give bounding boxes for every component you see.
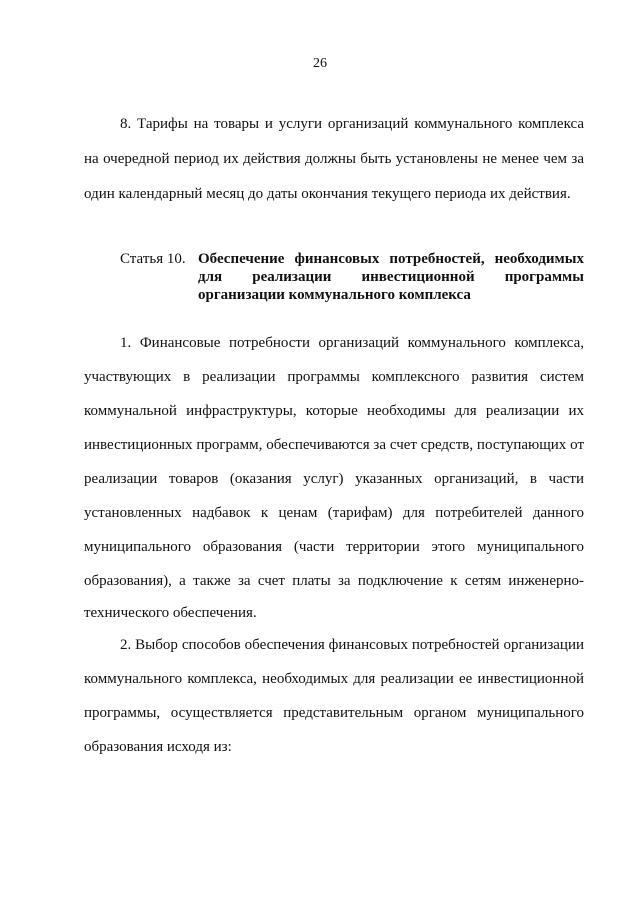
section-8-line: 8. Тарифы на товары и услуги организаций коммунального комплекса [120, 116, 584, 132]
paragraph-1-line: реализации товаров (оказания услуг) указанных организаций, в части [84, 471, 584, 487]
paragraph-1-line: участвующих в реализации программы комплексного развития систем [84, 369, 584, 385]
article-title-line: для реализации инвестиционной программы [198, 269, 584, 285]
paragraph-1-line: технического обеспечения. [84, 605, 257, 621]
section-8-line: один календарный месяц до даты окончания текущего периода их действия. [84, 186, 571, 202]
article-title [198, 250, 584, 304]
article-title-line: Обеспечение финансовых потребностей, необходимых [198, 251, 584, 267]
article-number: Статья 10. [120, 251, 186, 267]
section-8-line: на очередной период их действия должны быть установлены не менее чем за [84, 151, 584, 167]
paragraph-1-line: инвестиционных программ, обеспечиваются за счет средств, поступающих от [84, 437, 584, 453]
article-title-line: организации коммунального комплекса [198, 287, 471, 303]
paragraph-1-line: установленных надбавок к ценам (тарифам) для потребителей данного [84, 505, 584, 521]
paragraph-1-line: муниципального образования (части территории этого муниципального [84, 539, 584, 555]
paragraph-2-line: программы, осуществляется представительным органом муниципального [84, 705, 584, 721]
paragraph-2-line: образования исходя из: [84, 739, 232, 755]
paragraph-1-line: коммунальной инфраструктуры, которые необходимы для реализации их [84, 403, 584, 419]
paragraph-1-line: 1. Финансовые потребности организаций коммунального комплекса, [120, 335, 584, 351]
paragraph-2-line: 2. Выбор способов обеспечения финансовых потребностей организации [120, 637, 584, 653]
paragraph-2-line: коммунального комплекса, необходимых для реализации ее инвестиционной [84, 671, 584, 687]
page-number: 26 [313, 56, 327, 71]
paragraph-1-line: образования), а также за счет платы за подключение к сетям инженерно- [84, 573, 584, 589]
